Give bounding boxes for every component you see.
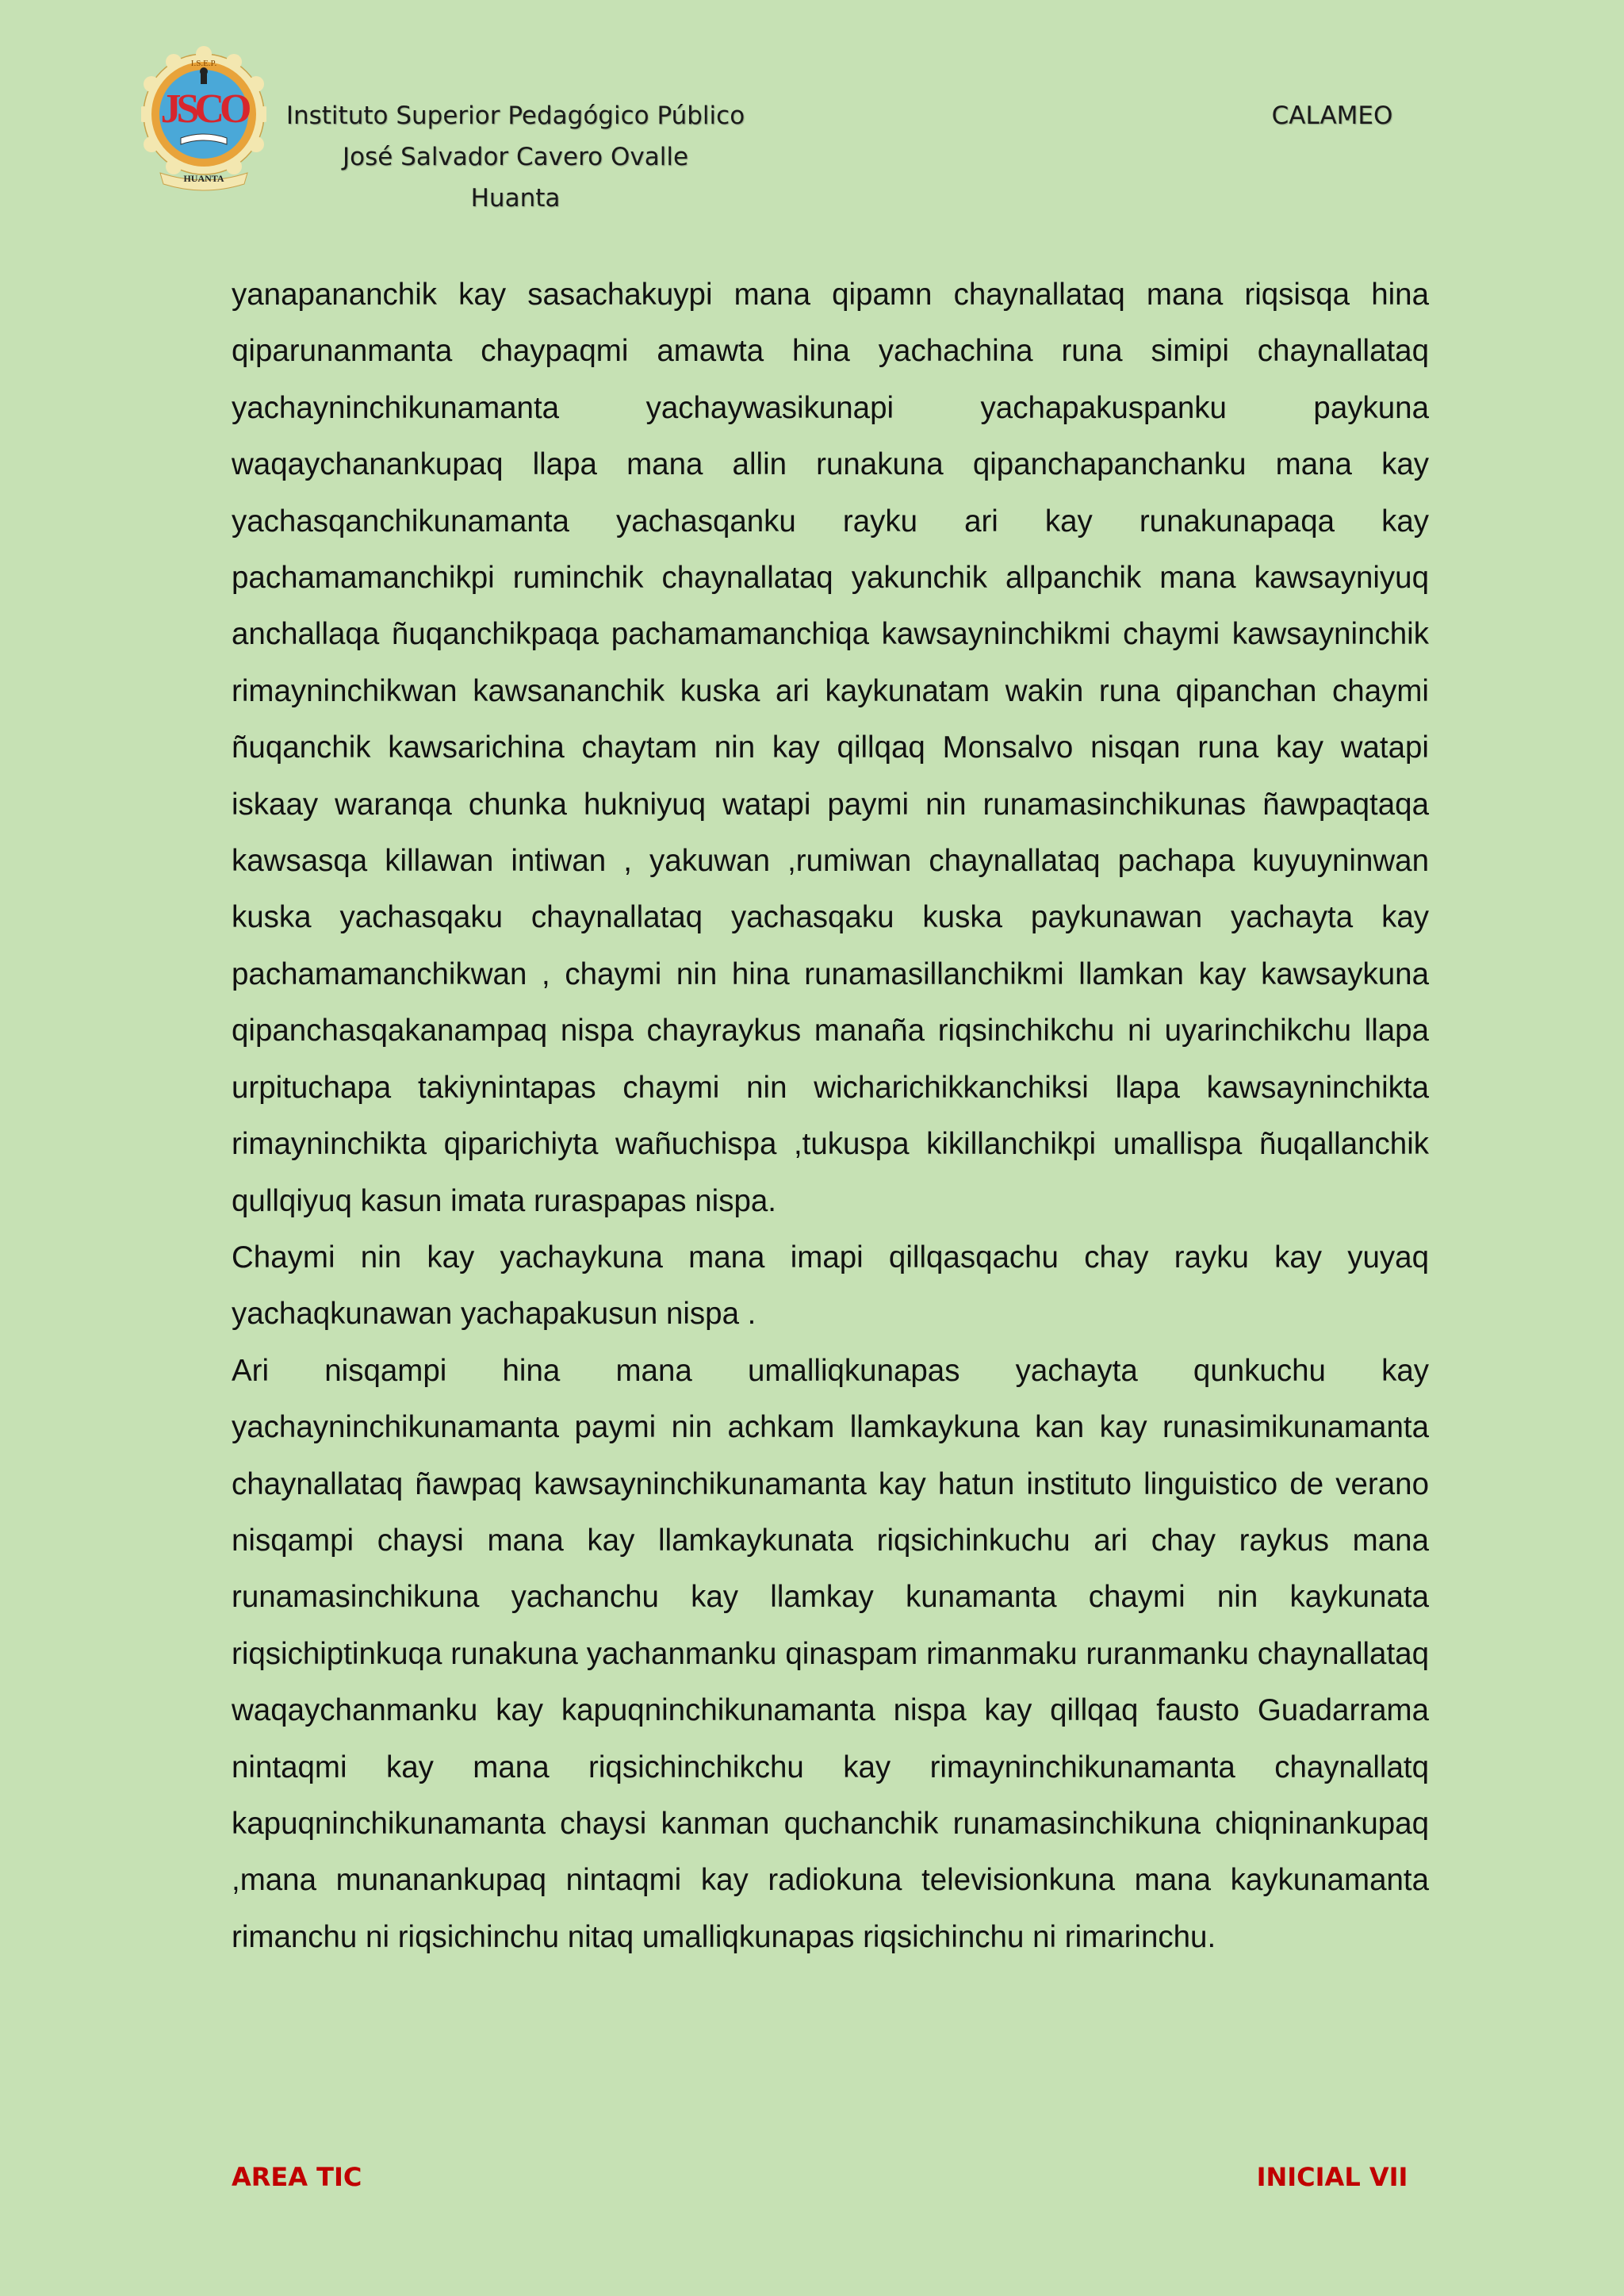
institute-seal-logo-icon: [141, 36, 266, 195]
body-paragraph-3: Ari nisqampi hina mana umalliqkunapas yachayta qunkuchu kay yachayninchikunamanta paymi nin achkam llamkaykuna kan kay runasimikunamanta chaynallataq ñawpaq kawsayninchikunamanta kay hatun instituto linguistico de verano nisqampi chaysi mana kay llamkaykunata riqsichinkuchu ari chay raykus mana runamasinchikuna yachanchu kay llamkay kunamanta chaymi nin kaykunata riqsichiptinkuqa runakuna yachanmanku qinaspam rimanmaku ruranmanku chaynallataq waqaychanmanku kay kapuqninchikunamanta nispa kay qillqaq fausto Guadarrama nintaqmi kay mana riqsichinchikchu kay rimayninchikunamanta chaynallatq kapuqninchikunamanta chaysi kanman quchanchik runamasinchikuna chiqninankupaq ,mana munanankupaq nintaqmi kay radiokuna televisionkuna mana kaykunamanta rimanchu ni riqsichinchu nitaq umalliqkunapas riqsichinchu ni rimarinchu.: [232, 1353, 1429, 1954]
footer-right-label: INICIAL VII: [1256, 2162, 1408, 2192]
document-body: [232, 266, 1429, 1965]
institution-name: [285, 95, 745, 219]
logo-bottom-text: HUANTA: [183, 173, 224, 184]
footer-left-label: AREA TIC: [232, 2162, 362, 2192]
logo-monogram: JSCO: [160, 86, 247, 132]
institution-line-1: Instituto Superior Pedagógico Público: [285, 102, 745, 130]
institution-line-3: Huanta: [470, 184, 561, 213]
body-paragraph-2: Chaymi nin kay yachaykuna mana imapi qillqasqachu chay rayku kay yuyaq yachaqkunawan yachapakusun nispa .: [232, 1240, 1429, 1332]
logo-top-text: I.S.E.P.: [190, 59, 217, 68]
header-right-label: CALAMEO: [1271, 102, 1393, 130]
body-paragraph-1: yanapananchik kay sasachakuypi mana qipamn chaynallataq mana riqsisqa hina qiparunanmanta chaypaqmi amawta hina yachachina runa simipi chaynallataq yachayninchikunamanta yachaywasikunapi yachapakuspanku paykuna waqaychanankupaq llapa mana allin runakuna qipanchapanchanku mana kay yachasqanchikunamanta yachasqanku rayku ari kay runakunapaqa kay pachamamanchikpi ruminchik chaynallataq yakunchik allpanchik mana kawsayniyuq anchallaqa ñuqanchikpaqa pachamamanchiqa kawsayninchikmi chaymi kawsayninchik rimayninchikwan kawsananchik kuska ari kaykunatam wakin runa qipanchan chaymi ñuqanchik kawsarichina chaytam nin kay qillqaq Monsalvo nisqan runa kay watapi iskaay waranqa chunka hukniyuq watapi paymi nin runamasinchikunas ñawpaqtaqa kawsasqa killawan intiwan , yakuwan ,rumiwan chaynallataq pachapa kuyuyninwan kuska yachasqaku chaynallataq yachasqaku kuska paykunawan yachayta kay pachamamanchikwan , chaymi nin hina runamasillanchikmi llamkan kay kawsaykuna qipanchasqakanampaq nispa chayraykus manaña riqsinchikchu ni uyarinchikchu llapa urpituchapa takiynintapas chaymi nin wicharichikkanchiksi llapa kawsayninchikta rimayninchikta qiparichiyta wañuchispa ,tukuspa kikillanchikpi umallispa ñuqallanchik qullqiyuq kasun imata ruraspapas nispa.: [232, 278, 1429, 1218]
institution-line-2: José Salvador Cavero Ovalle: [342, 143, 689, 171]
